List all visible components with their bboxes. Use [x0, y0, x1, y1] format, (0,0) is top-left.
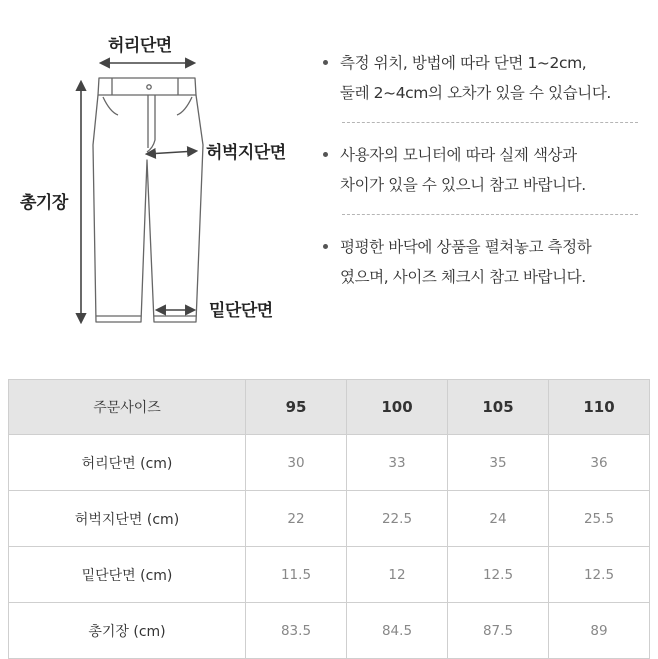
dashed-divider	[342, 122, 638, 123]
table-cell: 22.5	[347, 491, 448, 547]
table-row	[9, 547, 650, 603]
note-item	[318, 232, 638, 292]
row-label: 밑단단면 (cm)	[9, 547, 246, 603]
table-cell: 12	[347, 547, 448, 603]
note-line: 측정 위치, 방법에 따라 단면 1~2cm,	[340, 54, 587, 72]
dashed-divider	[342, 214, 638, 215]
thigh-label: 허벅지단면	[206, 143, 286, 163]
waist-label: 허리단면	[108, 36, 172, 56]
total-length-label: 총기장	[20, 193, 68, 213]
bullet-icon	[323, 60, 328, 65]
note-item	[318, 140, 638, 200]
table-cell: 24	[448, 491, 549, 547]
table-cell: 11.5	[246, 547, 347, 603]
table-cell: 84.5	[347, 603, 448, 659]
table-cell: 25.5	[549, 491, 650, 547]
row-label: 허리단면 (cm)	[9, 435, 246, 491]
table-cell: 35	[448, 435, 549, 491]
table-cell: 30	[246, 435, 347, 491]
note-item	[318, 48, 638, 108]
hem-label: 밑단단면	[209, 301, 273, 321]
measurement-notes	[318, 48, 638, 292]
table-row	[9, 435, 650, 491]
bullet-icon	[323, 152, 328, 157]
header-cell-order-size: 주문사이즈	[9, 380, 246, 435]
header-cell-size: 100	[347, 380, 448, 435]
bullet-icon	[323, 244, 328, 249]
table-row	[9, 491, 650, 547]
thigh-arrow	[147, 151, 196, 154]
note-line: 사용자의 모니터에 따라 실제 색상과	[340, 146, 577, 164]
table-row	[9, 603, 650, 659]
note-line: 차이가 있을 수 있으니 참고 바랍니다.	[340, 176, 586, 194]
table-cell: 22	[246, 491, 347, 547]
table-cell: 83.5	[246, 603, 347, 659]
table-cell: 89	[549, 603, 650, 659]
note-line: 둘레 2~4cm의 오차가 있을 수 있습니다.	[340, 84, 611, 102]
pants-outline	[93, 78, 203, 322]
table-cell: 33	[347, 435, 448, 491]
row-label: 허벅지단면 (cm)	[9, 491, 246, 547]
note-line: 였으며, 사이즈 체크시 참고 바랍니다.	[340, 268, 586, 286]
table-header-row	[9, 380, 650, 435]
table-cell: 36	[549, 435, 650, 491]
table-cell: 87.5	[448, 603, 549, 659]
row-label: 총기장 (cm)	[9, 603, 246, 659]
table-cell: 12.5	[448, 547, 549, 603]
header-cell-size: 95	[246, 380, 347, 435]
header-cell-size: 105	[448, 380, 549, 435]
pants-measurement-diagram	[0, 0, 320, 340]
table-cell: 12.5	[549, 547, 650, 603]
header-cell-size: 110	[549, 380, 650, 435]
note-line: 평평한 바닥에 상품을 펼쳐놓고 측정하	[340, 238, 592, 256]
size-table	[8, 379, 650, 659]
